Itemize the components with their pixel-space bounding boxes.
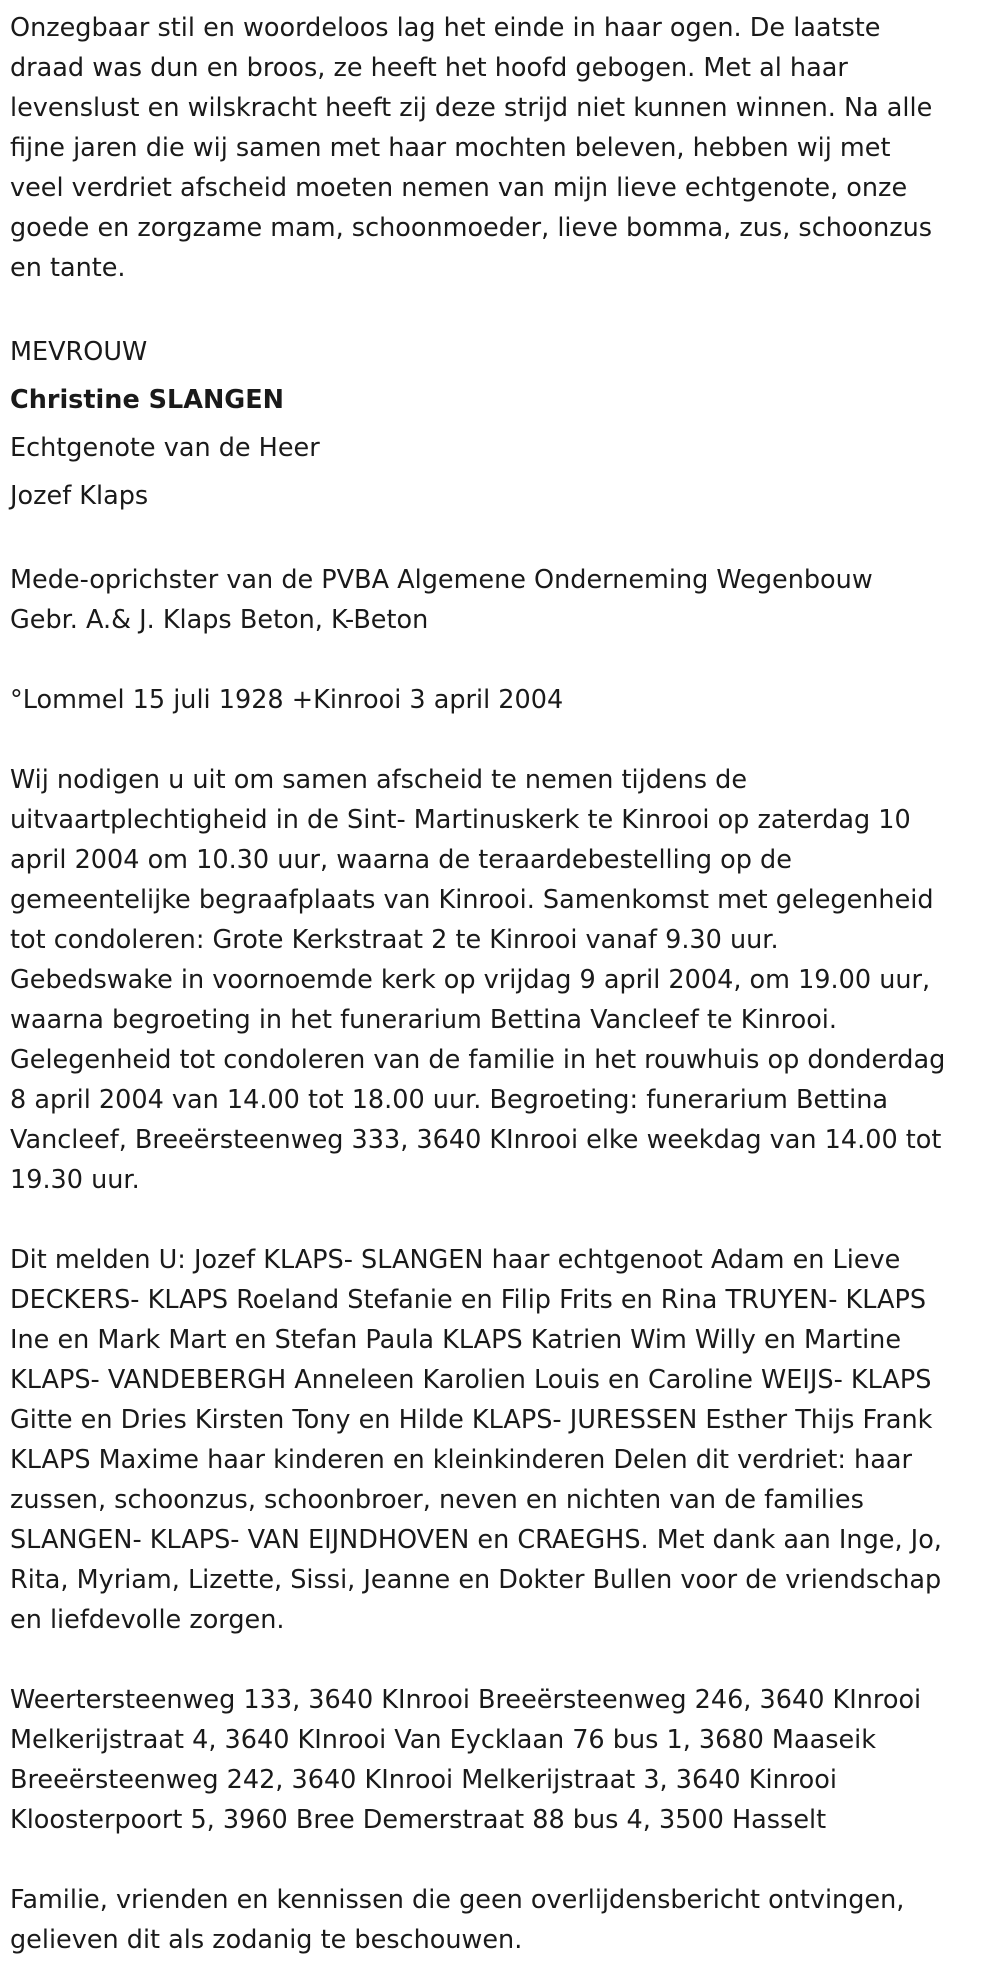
ceremony-line: Gebedswake in voornoemde kerk op vrijdag 9 april 2004, om 19.00 uur, (10, 965, 931, 995)
addresses-paragraph (10, 1680, 990, 1840)
ceremony-line: april 2004 om 10.30 uur, waarna de teraardebestelling op de (10, 845, 792, 875)
closing-paragraph (10, 1880, 990, 1960)
ceremony-paragraph (10, 760, 990, 1200)
family-line: Rita, Myriam, Lizette, Sissi, Jeanne en Dokter Bullen voor de vriendschap (10, 1565, 942, 1595)
spacer (10, 640, 990, 680)
closing-line: gelieven dit als zodanig te beschouwen. (10, 1925, 523, 1955)
ceremony-line: Gelegenheid tot condoleren van de familie in het rouwhuis op donderdag (10, 1045, 946, 1075)
ceremony-line: tot condoleren: Grote Kerkstraat 2 te Kinrooi vanaf 9.30 uur. (10, 925, 779, 955)
family-line: Ine en Mark Mart en Stefan Paula KLAPS Katrien Wim Willy en Martine (10, 1325, 902, 1355)
ceremony-line: Vancleef, Breeërsteenweg 333, 3640 KInrooi elke weekdag van 14.00 tot (10, 1125, 942, 1155)
intro-line: fijne jaren die wij samen met haar mochten beleven, hebben wij met (10, 133, 891, 163)
intro-line: veel verdriet afscheid moeten nemen van mijn lieve echtgenote, onze (10, 173, 908, 203)
spacer (10, 1640, 990, 1680)
family-line: KLAPS Maxime haar kinderen en kleinkinderen Delen dit verdriet: haar (10, 1445, 912, 1475)
family-line: DECKERS- KLAPS Roeland Stefanie en Filip Frits en Rina TRUYEN- KLAPS (10, 1285, 927, 1315)
occupation-paragraph (10, 560, 990, 640)
deceased-title: MEVROUW (10, 337, 148, 367)
family-line: Gitte en Dries Kirsten Tony en Hilde KLAPS- JURESSEN Esther Thijs Frank (10, 1405, 933, 1435)
family-line: zussen, schoonzus, schoonbroer, neven en nichten van de families (10, 1485, 864, 1515)
intro-line: draad was dun en broos, ze heeft het hoofd gebogen. Met al haar (10, 53, 848, 83)
ceremony-line: 19.30 uur. (10, 1165, 140, 1195)
intro-line: Onzegbaar stil en woordeloos lag het einde in haar ogen. De laatste (10, 13, 881, 43)
address-line: Weertersteenweg 133, 3640 KInrooi Breeërsteenweg 246, 3640 KInrooi (10, 1685, 922, 1715)
spacer (10, 520, 990, 560)
spacer (10, 1200, 990, 1240)
closing-line: Familie, vrienden en kennissen die geen overlijdensbericht ontvingen, (10, 1885, 905, 1915)
deceased-name: Christine SLANGEN (10, 385, 285, 415)
deceased-block (10, 328, 990, 520)
intro-line: goede en zorgzame mam, schoonmoeder, lieve bomma, zus, schoonzus (10, 213, 933, 243)
address-line: Melkerijstraat 4, 3640 KInrooi Van Eycklaan 76 bus 1, 3680 Maaseik (10, 1725, 877, 1755)
intro-paragraph (10, 8, 990, 288)
intro-line: en tante. (10, 253, 126, 283)
family-line: en liefdevolle zorgen. (10, 1605, 285, 1635)
dates-paragraph (10, 680, 990, 720)
deceased-relation: Echtgenote van de Heer (10, 433, 320, 463)
ceremony-line: uitvaartplechtigheid in de Sint- Martinuskerk te Kinrooi op zaterdag 10 (10, 805, 911, 835)
ceremony-line: waarna begroeting in het funerarium Bettina Vancleef te Kinrooi. (10, 1005, 837, 1035)
address-line: Breeërsteenweg 242, 3640 KInrooi Melkerijstraat 3, 3640 Kinrooi (10, 1765, 837, 1795)
family-line: SLANGEN- KLAPS- VAN EIJNDHOVEN en CRAEGHS. Met dank aan Inge, Jo, (10, 1525, 942, 1555)
family-paragraph (10, 1240, 990, 1640)
occupation-line: Gebr. A.& J. Klaps Beton, K-Beton (10, 605, 429, 635)
spacer (10, 720, 990, 760)
deceased-spouse: Jozef Klaps (10, 481, 149, 511)
family-line: Dit melden U: Jozef KLAPS- SLANGEN haar echtgenoot Adam en Lieve (10, 1245, 901, 1275)
family-line: KLAPS- VANDEBERGH Anneleen Karolien Louis en Caroline WEIJS- KLAPS (10, 1365, 932, 1395)
occupation-line: Mede-oprichster van de PVBA Algemene Onderneming Wegenbouw (10, 565, 873, 595)
spacer (10, 1840, 990, 1880)
ceremony-line: gemeentelijke begraafplaats van Kinrooi. Samenkomst met gelegenheid (10, 885, 934, 915)
intro-line: levenslust en wilskracht heeft zij deze strijd niet kunnen winnen. Na alle (10, 93, 933, 123)
birth-death-dates: °Lommel 15 juli 1928 +Kinrooi 3 april 2004 (10, 685, 564, 715)
ceremony-line: 8 april 2004 van 14.00 tot 18.00 uur. Begroeting: funerarium Bettina (10, 1085, 889, 1115)
address-line: Kloosterpoort 5, 3960 Bree Demerstraat 88 bus 4, 3500 Hasselt (10, 1805, 827, 1835)
spacer (10, 288, 990, 328)
ceremony-line: Wij nodigen u uit om samen afscheid te nemen tijdens de (10, 765, 748, 795)
